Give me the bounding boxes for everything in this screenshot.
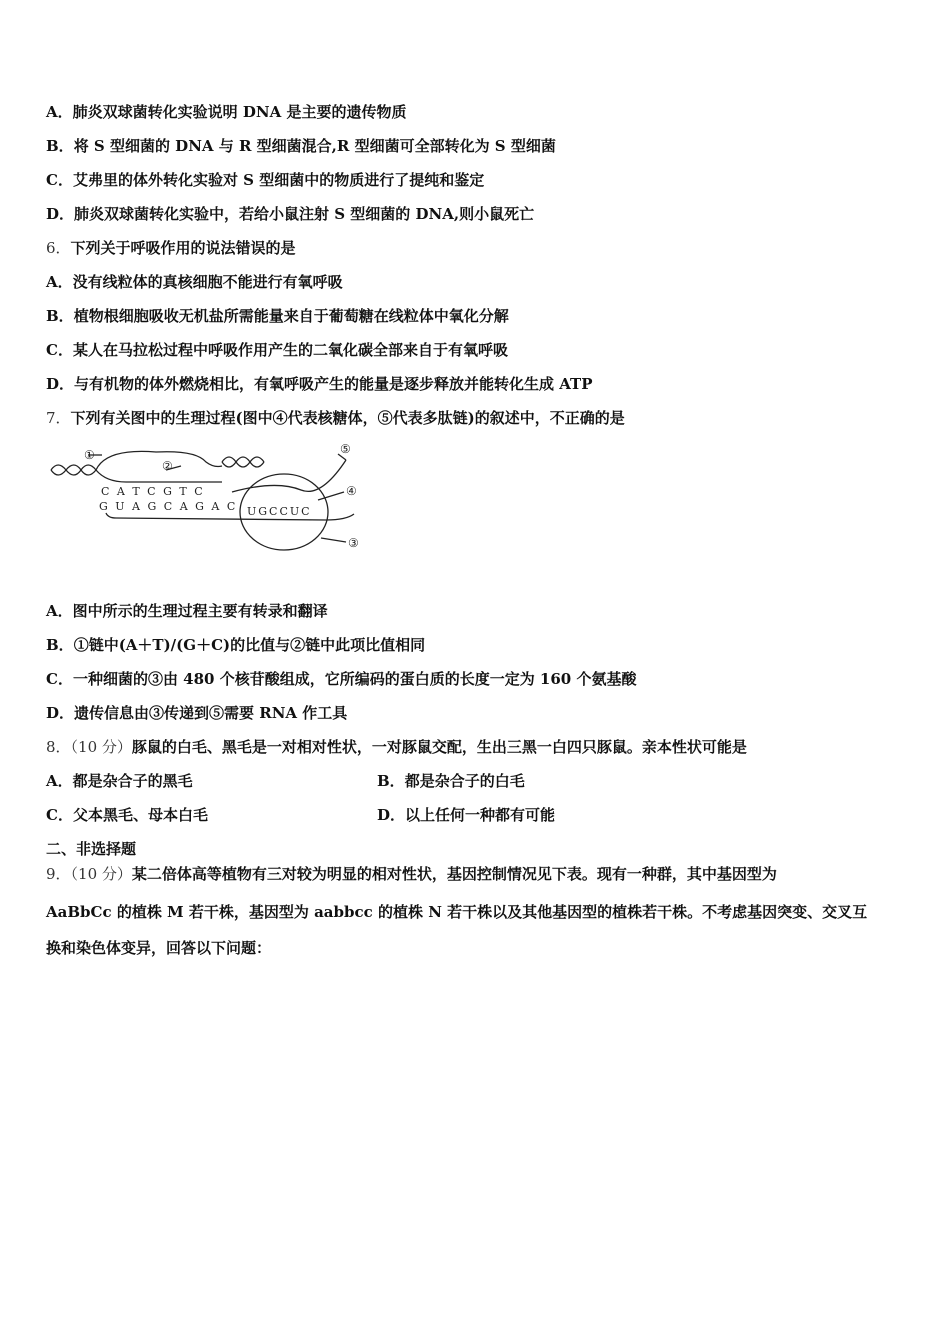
strand-2-line [96,470,222,482]
transcription-translation-figure [46,440,376,565]
q9-line-2: AaBbCc 的植株 M 若干株，基因型为 aabbcc 的植株 N 若干株以及其他基因型的植株若干株。不考虑基因突变、交叉互 [46,903,868,921]
label-1: ① [84,448,95,462]
section-2-title: 二、非选择题 [46,840,137,858]
q7-option-c: C．一种细菌的③由 480 个核苷酸组成，它所编码的蛋白质的长度一定为 160 个氨基酸 [46,670,637,688]
strand-1-bubble [96,451,222,470]
q5-option-c: C．艾弗里的体外转化实验对 S 型细菌中的物质进行了提纯和鉴定 [46,171,485,189]
label-5: ⑤ [340,442,351,456]
q6-option-d: D．与有机物的体外燃烧相比，有氧呼吸产生的能量是逐步释放并能转化生成 ATP [46,375,593,393]
polypeptide-line [232,460,346,492]
q9-line-3: 换和染色体变异，回答以下问题： [46,939,272,957]
q8-stem: 8．（10 分）豚鼠的白毛、黑毛是一对相对性状，一对豚鼠交配，生出三黑一白四只豚鼠。亲本性状可能是 [46,738,747,756]
q8-option-d: D．以上任何一种都有可能 [377,806,556,824]
mrna-bases: UGCCUC [247,505,312,518]
label-3-line [321,538,346,542]
q5-option-d: D．肺炎双球菌转化实验中，若给小鼠注射 S 型细菌的 DNA,则小鼠死亡 [46,205,535,223]
top-strand-bases: C A T C G T C [101,485,205,498]
label-3: ③ [348,536,359,550]
q7-option-b: B．①链中(A＋T)/(G＋C)的比值与②链中此项比值相同 [46,636,426,654]
bottom-strand-bases: G U A G C A G A C [99,500,238,513]
helix-right-a [222,457,264,467]
helix-left-b [51,465,96,475]
q8-option-c: C．父本黑毛、母本白毛 [46,806,208,824]
mrna-line [106,513,354,520]
q7-option-d: D．遗传信息由③传递到⑤需要 RNA 作工具 [46,704,348,722]
q7-option-a: A．图中所示的生理过程主要有转录和翻译 [46,602,328,620]
helix-left-a [51,465,96,475]
helix-right-b [222,457,264,467]
q6-stem: 6．下列关于呼吸作用的说法错误的是 [46,239,296,257]
q6-option-b: B．植物根细胞吸收无机盐所需能量来自于葡萄糖在线粒体中氧化分解 [46,307,509,325]
q6-option-a: A．没有线粒体的真核细胞不能进行有氧呼吸 [46,273,343,291]
q8-option-b: B．都是杂合子的白毛 [377,772,525,790]
q9-line-1: 9．（10 分）某二倍体高等植物有三对较为明显的相对性状，基因控制情况见下表。现有一种群，其中基因型为 [46,865,777,883]
q5-option-b: B．将 S 型细菌的 DNA 与 R 型细菌混合,R 型细菌可全部转化为 S 型细菌 [46,137,556,155]
figure-svg [46,440,376,565]
label-4: ④ [346,484,357,498]
q6-option-c: C．某人在马拉松过程中呼吸作用产生的二氧化碳全部来自于有氧呼吸 [46,341,508,359]
q5-option-a: A．肺炎双球菌转化实验说明 DNA 是主要的遗传物质 [46,103,407,121]
q7-stem: 7．下列有关图中的生理过程(图中④代表核糖体，⑤代表多肽链)的叙述中，不正确的是 [46,409,625,427]
label-2: ② [162,459,173,473]
q8-option-a: A．都是杂合子的黑毛 [46,772,193,790]
